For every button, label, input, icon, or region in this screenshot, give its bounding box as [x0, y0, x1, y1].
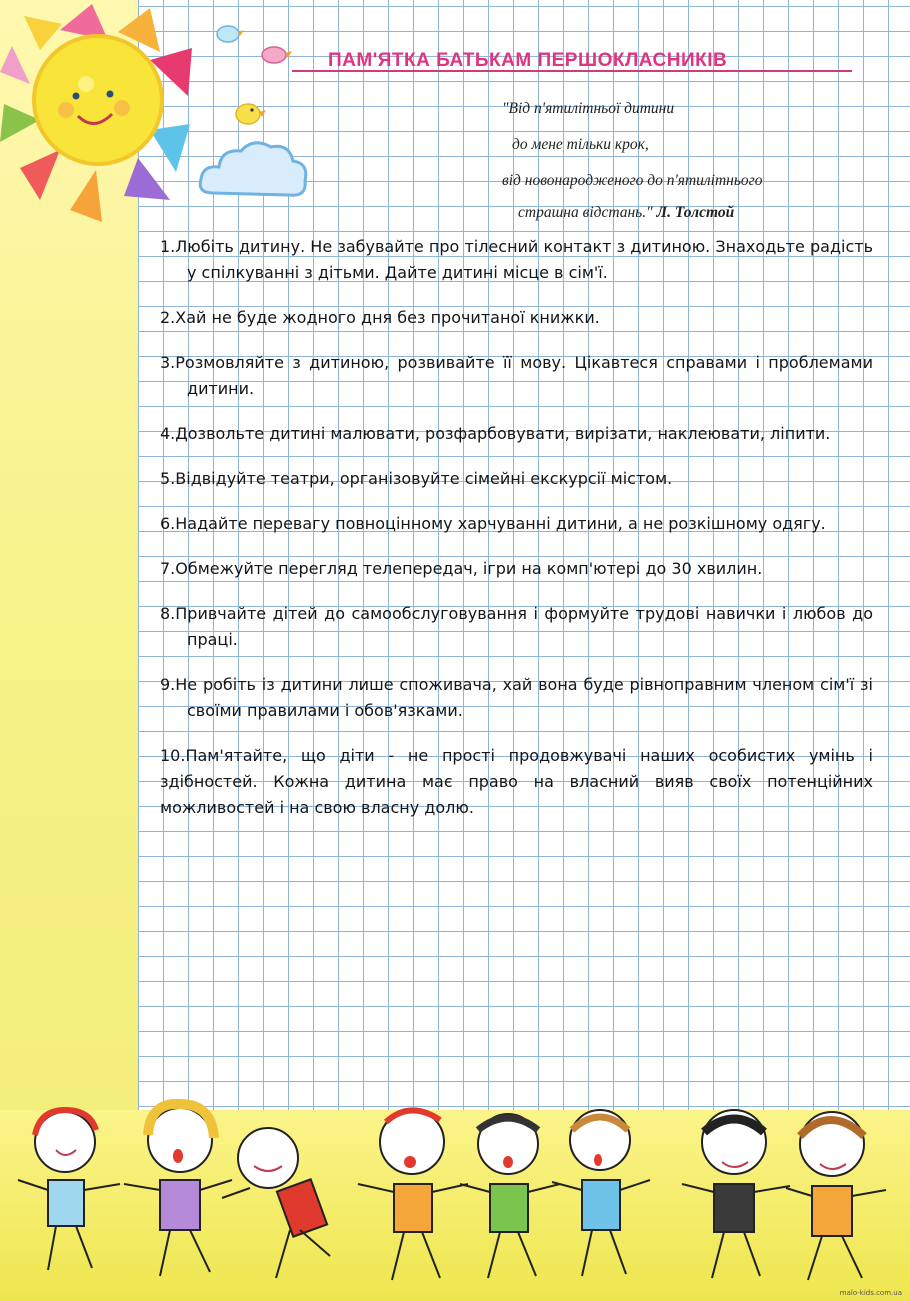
rule-item: 10.Пам'ятайте, що діти - не прості продовжувачі наших особистих умінь і здібностей. Кожна дитина має право на власний вияв своїх потенційних можливостей і на свою власну долю.: [160, 746, 873, 817]
quote-line: "Від п'ятилітньої дитини: [502, 100, 675, 117]
page-title: ПАМ'ЯТКА БАТЬКАМ ПЕРШОКЛАСНИКІВ: [328, 50, 728, 71]
quote-line: від новонародженого до п'ятилітнього: [502, 172, 763, 189]
bird-icon: [258, 42, 292, 66]
watermark: malo-kids.com.ua: [839, 1289, 902, 1297]
rule-item: 9.Не робіть із дитини лише споживача, хай вона буде рівноправним членом сім'ї зі своїми правилами і обов'язками.: [160, 675, 873, 720]
rules-list: [160, 234, 873, 840]
quote-line: страшна відстань.": [518, 204, 653, 221]
rule-item: 7.Обмежуйте перегляд телепередач, ігри на комп'ютері до 30 хвилин.: [160, 559, 763, 578]
quote-line: до мене тільки крок,: [512, 136, 649, 153]
rule-item: 6.Надайте перевагу повноцінному харчуванні дитини, а не розкішному одягу.: [160, 514, 826, 533]
rule-item: 5.Відвідуйте театри, організовуйте сімейні екскурсії містом.: [160, 469, 673, 488]
quote-author: Л. Толстой: [656, 204, 735, 221]
children-illustration: [0, 1080, 910, 1301]
rule-item: 3.Розмовляйте з дитиною, розвивайте її мову. Цікавтеся справами і проблемами дитини.: [160, 353, 873, 398]
rule-item: 8.Привчайте дітей до самообслуговування і формуйте трудові навички і любов до праці.: [160, 604, 873, 649]
bird-icon: [214, 20, 244, 46]
rule-item: 2.Хай не буде жодного дня без прочитаної книжки.: [160, 308, 600, 327]
sun-icon: [0, 0, 200, 225]
rule-item: 4.Дозвольте дитині малювати, розфарбовувати, вирізати, наклеювати, ліпити.: [160, 424, 831, 443]
bird-icon: [232, 96, 266, 128]
cloud-icon: [195, 135, 311, 205]
rule-item: 1.Любіть дитину. Не забувайте про тілесний контакт з дитиною. Знаходьте радість у спілкуванні з дітьми. Дайте дитині місце в сім'ї.: [160, 237, 873, 282]
